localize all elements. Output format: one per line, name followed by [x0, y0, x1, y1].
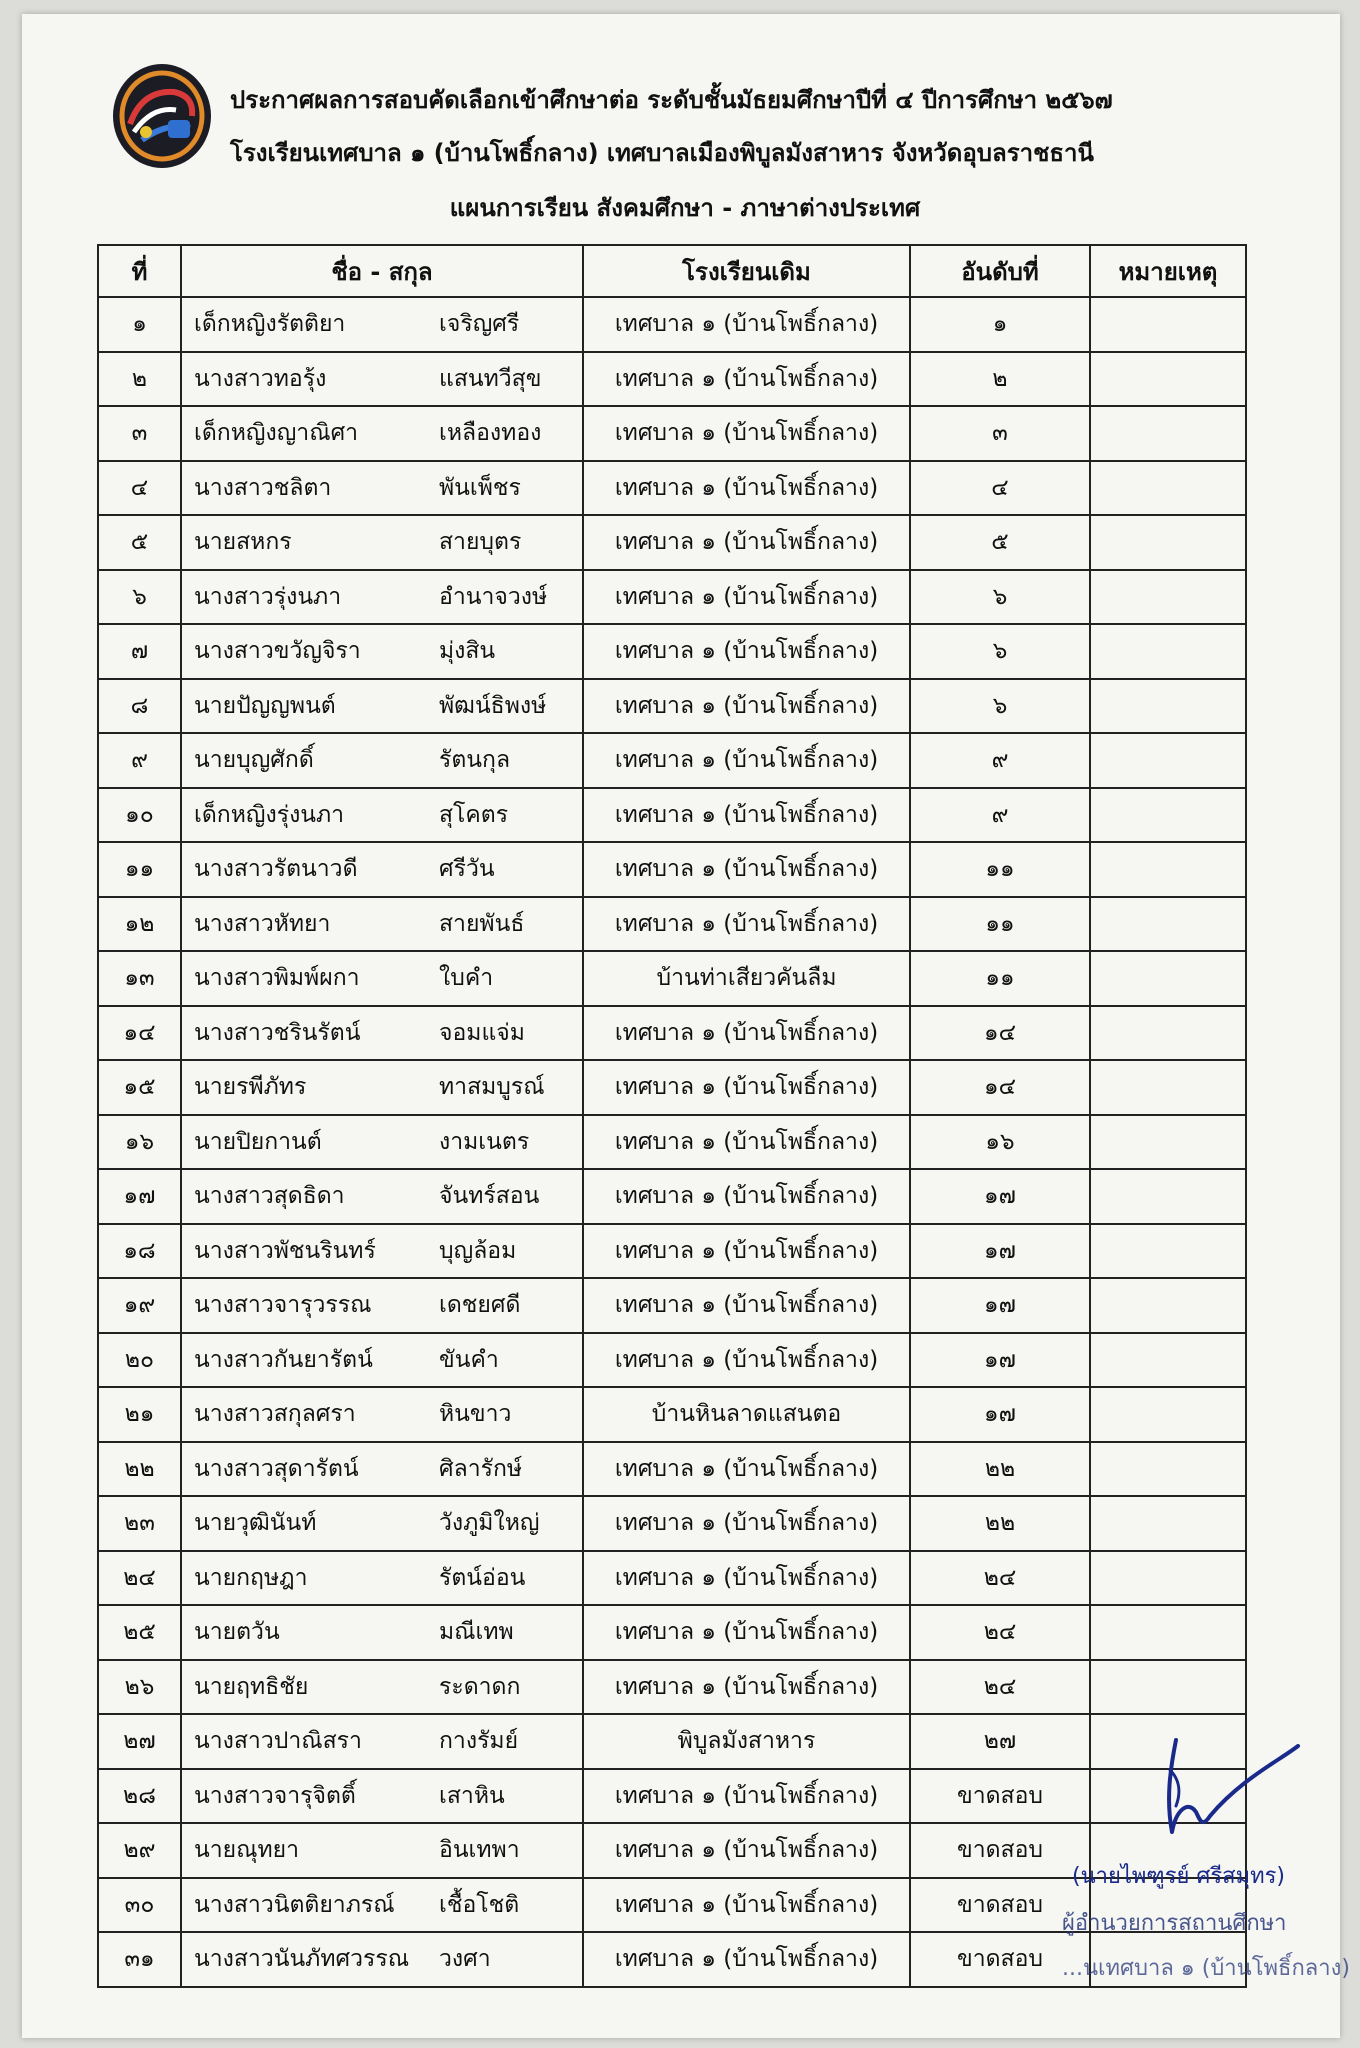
rank-cell: ๓	[910, 406, 1090, 461]
row-number: ๒๘	[98, 1769, 181, 1824]
previous-school: เทศบาล ๑ (บ้านโพธิ์กลาง)	[583, 352, 910, 407]
table-row	[98, 788, 1246, 843]
student-last-name: รัตน์อ่อน	[439, 1564, 526, 1591]
student-name-cell	[181, 1115, 583, 1170]
rank-cell: ขาดสอบ	[910, 1769, 1090, 1824]
student-name-cell	[181, 1496, 583, 1551]
rank-cell: ๑๗	[910, 1333, 1090, 1388]
study-plan: แผนการเรียน สังคมศึกษา - ภาษาต่างประเทศ	[449, 194, 921, 222]
table-row	[98, 570, 1246, 625]
student-last-name: วงศา	[439, 1946, 491, 1973]
previous-school: เทศบาล ๑ (บ้านโพธิ์กลาง)	[583, 515, 910, 570]
remark-cell	[1090, 570, 1246, 625]
student-last-name: เจริญศรี	[439, 311, 520, 338]
student-name-cell	[181, 788, 583, 843]
col-note-header: หมายเหตุ	[1090, 245, 1246, 297]
student-name-cell	[181, 1769, 583, 1824]
student-name-cell	[181, 1714, 583, 1769]
remark-cell	[1090, 297, 1246, 352]
student-first-name: นางสาวกันยารัตน์	[194, 1346, 373, 1373]
row-number: ๓๐	[98, 1878, 181, 1933]
signatory-name: (นายไพฑูรย์ ศรีสมุทร)	[1072, 1864, 1286, 1889]
student-first-name: นางสาวสุดธิดา	[194, 1183, 345, 1210]
row-number: ๒๙	[98, 1823, 181, 1878]
student-name-cell	[181, 1442, 583, 1497]
student-first-name: นางสาวจารุวรรณ	[194, 1292, 372, 1319]
previous-school: เทศบาล ๑ (บ้านโพธิ์กลาง)	[583, 1115, 910, 1170]
table-row	[98, 1169, 1246, 1224]
previous-school: เทศบาล ๑ (บ้านโพธิ์กลาง)	[583, 1932, 910, 1987]
rank-cell: ๒๒	[910, 1442, 1090, 1497]
rank-cell: ๒	[910, 352, 1090, 407]
student-first-name: เด็กหญิงรุ่งนภา	[194, 801, 345, 828]
row-number: ๒๑	[98, 1387, 181, 1442]
signatory-position: ผู้อำนวยการสถานศึกษา	[1062, 1911, 1287, 1936]
previous-school: เทศบาล ๑ (บ้านโพธิ์กลาง)	[583, 842, 910, 897]
student-first-name: นางสาวรัตนาวดี	[194, 856, 358, 883]
rank-cell: ๙	[910, 788, 1090, 843]
row-number: ๑๘	[98, 1224, 181, 1279]
previous-school: เทศบาล ๑ (บ้านโพธิ์กลาง)	[583, 297, 910, 352]
student-name-cell	[181, 1278, 583, 1333]
student-name-cell	[181, 1551, 583, 1606]
student-first-name: นายปัญญพนต์	[194, 692, 336, 719]
row-number: ๒๐	[98, 1333, 181, 1388]
row-number: ๒๔	[98, 1551, 181, 1606]
rank-cell: ๕	[910, 515, 1090, 570]
table-row	[98, 406, 1246, 461]
previous-school: เทศบาล ๑ (บ้านโพธิ์กลาง)	[583, 1769, 910, 1824]
table-row	[98, 1769, 1246, 1824]
table-row	[98, 297, 1246, 352]
student-name-cell	[181, 1006, 583, 1061]
rank-cell: ๖	[910, 570, 1090, 625]
student-last-name: บุญล้อม	[439, 1237, 517, 1264]
student-name-cell	[181, 842, 583, 897]
col-name-header: ชื่อ - สกุล	[181, 245, 583, 297]
signature-mark	[1130, 1720, 1330, 1870]
previous-school: เทศบาล ๑ (บ้านโพธิ์กลาง)	[583, 1823, 910, 1878]
student-name-cell	[181, 1878, 583, 1933]
student-last-name: เชื้อโชติ	[439, 1891, 520, 1918]
row-number: ๓๑	[98, 1932, 181, 1987]
student-first-name: นางสาวสุดารัตน์	[194, 1455, 359, 1482]
student-name-cell	[181, 1660, 583, 1715]
student-last-name: หินขาว	[439, 1401, 512, 1428]
table-row	[98, 1660, 1246, 1715]
student-first-name: นายรพีภัทร	[194, 1074, 307, 1101]
table-row	[98, 897, 1246, 952]
student-name-cell	[181, 1060, 583, 1115]
table-row	[98, 352, 1246, 407]
table-row	[98, 1442, 1246, 1497]
remark-cell	[1090, 624, 1246, 679]
row-number: ๒๓	[98, 1496, 181, 1551]
rank-cell: ๑๗	[910, 1278, 1090, 1333]
row-number: ๑๓	[98, 951, 181, 1006]
row-number: ๑๔	[98, 1006, 181, 1061]
student-first-name: นางสาวปาณิสรา	[194, 1728, 362, 1755]
rank-cell: ๑๗	[910, 1224, 1090, 1279]
table-row	[98, 951, 1246, 1006]
student-last-name: ขันคำ	[439, 1346, 499, 1373]
student-first-name: นายวุฒินันท์	[194, 1510, 317, 1537]
previous-school: เทศบาล ๑ (บ้านโพธิ์กลาง)	[583, 1442, 910, 1497]
student-first-name: นางสาวหัทยา	[194, 910, 331, 937]
remark-cell	[1090, 1224, 1246, 1279]
previous-school: เทศบาล ๑ (บ้านโพธิ์กลาง)	[583, 406, 910, 461]
student-last-name: มณีเทพ	[439, 1619, 514, 1646]
row-number: ๑	[98, 297, 181, 352]
student-last-name: อินเทพา	[439, 1837, 520, 1864]
student-last-name: จันทร์สอน	[439, 1183, 540, 1210]
student-last-name: ศิลารักษ์	[439, 1455, 523, 1482]
student-last-name: รัตนกุล	[439, 747, 511, 774]
student-name-cell	[181, 406, 583, 461]
row-number: ๒๗	[98, 1714, 181, 1769]
previous-school: เทศบาล ๑ (บ้านโพธิ์กลาง)	[583, 1333, 910, 1388]
rank-cell: ๒๔	[910, 1660, 1090, 1715]
remark-cell	[1090, 352, 1246, 407]
remark-cell	[1090, 733, 1246, 788]
row-number: ๑๒	[98, 897, 181, 952]
previous-school: พิบูลมังสาหาร	[583, 1714, 910, 1769]
rank-cell: ๑๑	[910, 951, 1090, 1006]
rank-cell: ๖	[910, 624, 1090, 679]
student-first-name: นางสาวสกุลศรา	[194, 1401, 356, 1428]
remark-cell	[1090, 897, 1246, 952]
row-number: ๙	[98, 733, 181, 788]
student-last-name: ใบคำ	[439, 965, 494, 992]
remark-cell	[1090, 1006, 1246, 1061]
student-first-name: นายณุทยา	[194, 1837, 300, 1864]
remark-cell	[1090, 1115, 1246, 1170]
table-row	[98, 1551, 1246, 1606]
student-last-name: มุ่งสิน	[439, 638, 496, 665]
col-rank-header: อันดับที่	[910, 245, 1090, 297]
row-number: ๑๑	[98, 842, 181, 897]
row-number: ๑๐	[98, 788, 181, 843]
student-first-name: นายปิยกานต์	[194, 1128, 322, 1155]
previous-school: เทศบาล ๑ (บ้านโพธิ์กลาง)	[583, 461, 910, 516]
student-name-cell	[181, 1605, 583, 1660]
rank-cell: ๑๑	[910, 897, 1090, 952]
rank-cell: ๑	[910, 297, 1090, 352]
row-number: ๖	[98, 570, 181, 625]
table-row	[98, 1060, 1246, 1115]
student-last-name: พัฒน์ธิพงษ์	[439, 692, 547, 719]
rank-cell: ๑๔	[910, 1006, 1090, 1061]
student-first-name: นางสาวนิตติยาภรณ์	[194, 1891, 395, 1918]
student-last-name: สายพันธ์	[439, 910, 525, 937]
student-first-name: นางสาวทอรุ้ง	[194, 365, 327, 392]
student-name-cell	[181, 1333, 583, 1388]
school-name: โรงเรียนเทศบาล ๑ (บ้านโพธิ์กลาง) เทศบาลเมืองพิบูลมังสาหาร จังหวัดอุบลราชธานี	[230, 139, 1094, 167]
student-first-name: นางสาวชลิตา	[194, 474, 332, 501]
table-row	[98, 515, 1246, 570]
student-name-cell	[181, 679, 583, 734]
previous-school: เทศบาล ๑ (บ้านโพธิ์กลาง)	[583, 1006, 910, 1061]
student-name-cell	[181, 624, 583, 679]
table-row	[98, 1387, 1246, 1442]
student-last-name: งามเนตร	[439, 1128, 530, 1155]
student-last-name: สายบุตร	[439, 529, 522, 556]
rank-cell: ขาดสอบ	[910, 1932, 1090, 1987]
student-first-name: นายสหกร	[194, 529, 292, 556]
rank-cell: ๑๗	[910, 1387, 1090, 1442]
rank-cell: ๖	[910, 679, 1090, 734]
previous-school: เทศบาล ๑ (บ้านโพธิ์กลาง)	[583, 733, 910, 788]
remark-cell	[1090, 1333, 1246, 1388]
row-number: ๒	[98, 352, 181, 407]
previous-school: เทศบาล ๑ (บ้านโพธิ์กลาง)	[583, 1278, 910, 1333]
previous-school: เทศบาล ๑ (บ้านโพธิ์กลาง)	[583, 897, 910, 952]
remark-cell	[1090, 1660, 1246, 1715]
results-table	[97, 244, 1247, 1988]
rank-cell: ๔	[910, 461, 1090, 516]
rank-cell: ๒๔	[910, 1551, 1090, 1606]
student-name-cell	[181, 1932, 583, 1987]
student-last-name: พันเพ็ชร	[439, 474, 521, 501]
previous-school: เทศบาล ๑ (บ้านโพธิ์กลาง)	[583, 570, 910, 625]
student-first-name: นายฤทธิชัย	[194, 1673, 309, 1700]
previous-school: เทศบาล ๑ (บ้านโพธิ์กลาง)	[583, 1605, 910, 1660]
student-first-name: นายตวัน	[194, 1619, 280, 1646]
student-first-name: นางสาวขวัญจิรา	[194, 638, 361, 665]
announcement-title: ประกาศผลการสอบคัดเลือกเข้าศึกษาต่อ ระดับชั้นมัธยมศึกษาปีที่ ๔ ปีการศึกษา ๒๕๖๗	[230, 86, 1113, 114]
row-number: ๕	[98, 515, 181, 570]
student-name-cell	[181, 352, 583, 407]
remark-cell	[1090, 788, 1246, 843]
table-row	[98, 1115, 1246, 1170]
student-last-name: ทาสมบูรณ์	[439, 1074, 545, 1101]
remark-cell	[1090, 406, 1246, 461]
previous-school: เทศบาล ๑ (บ้านโพธิ์กลาง)	[583, 1224, 910, 1279]
student-name-cell	[181, 897, 583, 952]
previous-school: เทศบาล ๑ (บ้านโพธิ์กลาง)	[583, 1878, 910, 1933]
row-number: ๓	[98, 406, 181, 461]
student-first-name: นายกฤษฎา	[194, 1564, 308, 1591]
table-row	[98, 679, 1246, 734]
student-last-name: เดชยศดี	[439, 1292, 521, 1319]
previous-school: บ้านท่าเสียวคันลืม	[583, 951, 910, 1006]
previous-school: เทศบาล ๑ (บ้านโพธิ์กลาง)	[583, 1551, 910, 1606]
student-last-name: ศรีวัน	[439, 856, 495, 883]
student-last-name: เหลืองทอง	[439, 420, 542, 447]
student-name-cell	[181, 570, 583, 625]
previous-school: เทศบาล ๑ (บ้านโพธิ์กลาง)	[583, 1496, 910, 1551]
student-first-name: นางสาวพิมพ์ผกา	[194, 965, 360, 992]
rank-cell: ๑๑	[910, 842, 1090, 897]
student-last-name: อำนาจวงษ์	[439, 583, 548, 610]
remark-cell	[1090, 1442, 1246, 1497]
student-first-name: เด็กหญิงญาณิศา	[194, 420, 359, 447]
table-row	[98, 1278, 1246, 1333]
row-number: ๑๗	[98, 1169, 181, 1224]
table-row	[98, 1605, 1246, 1660]
remark-cell	[1090, 461, 1246, 516]
table-row	[98, 733, 1246, 788]
student-name-cell	[181, 1387, 583, 1442]
row-number: ๒๖	[98, 1660, 181, 1715]
student-name-cell	[181, 297, 583, 352]
row-number: ๘	[98, 679, 181, 734]
previous-school: เทศบาล ๑ (บ้านโพธิ์กลาง)	[583, 679, 910, 734]
student-first-name: นางสาวจารุจิตติ์	[194, 1782, 356, 1809]
rank-cell: ๑๖	[910, 1115, 1090, 1170]
row-number: ๔	[98, 461, 181, 516]
previous-school: เทศบาล ๑ (บ้านโพธิ์กลาง)	[583, 1660, 910, 1715]
rank-cell: ขาดสอบ	[910, 1823, 1090, 1878]
student-last-name: สุโคตร	[439, 801, 509, 828]
student-first-name: นางสาวพัชนรินทร์	[194, 1237, 376, 1264]
rank-cell: ๙	[910, 733, 1090, 788]
student-first-name: นางสาวชรินรัตน์	[194, 1019, 361, 1046]
table-row	[98, 461, 1246, 516]
table-row	[98, 1714, 1246, 1769]
remark-cell	[1090, 679, 1246, 734]
student-last-name: วังภูมิใหญ่	[439, 1510, 540, 1537]
remark-cell	[1090, 1387, 1246, 1442]
table-header-row	[98, 245, 1246, 297]
remark-cell	[1090, 1551, 1246, 1606]
student-last-name: กางรัมย์	[439, 1728, 519, 1755]
student-first-name: นายบุญศักดิ์	[194, 747, 314, 774]
previous-school: บ้านหินลาดแสนตอ	[583, 1387, 910, 1442]
col-school-header: โรงเรียนเดิม	[583, 245, 910, 297]
rank-cell: ๑๔	[910, 1060, 1090, 1115]
rank-cell: ๒๗	[910, 1714, 1090, 1769]
table-row	[98, 1333, 1246, 1388]
student-last-name: เสาหิน	[439, 1782, 505, 1809]
remark-cell	[1090, 951, 1246, 1006]
student-name-cell	[181, 733, 583, 788]
student-name-cell	[181, 515, 583, 570]
previous-school: เทศบาล ๑ (บ้านโพธิ์กลาง)	[583, 788, 910, 843]
previous-school: เทศบาล ๑ (บ้านโพธิ์กลาง)	[583, 1169, 910, 1224]
row-number: ๒๕	[98, 1605, 181, 1660]
col-no-header: ที่	[98, 245, 181, 297]
rank-cell: ขาดสอบ	[910, 1878, 1090, 1933]
student-name-cell	[181, 461, 583, 516]
remark-cell	[1090, 515, 1246, 570]
remark-cell	[1090, 1605, 1246, 1660]
student-first-name: เด็กหญิงรัตติยา	[194, 311, 346, 338]
remark-cell	[1090, 1060, 1246, 1115]
row-number: ๒๒	[98, 1442, 181, 1497]
remark-cell	[1090, 1169, 1246, 1224]
table-row	[98, 1224, 1246, 1279]
table-row	[98, 1006, 1246, 1061]
rank-cell: ๒๔	[910, 1605, 1090, 1660]
student-first-name: นางสาวนันภัทศวรรณ	[194, 1946, 410, 1973]
school-logo	[112, 62, 212, 170]
rank-cell: ๑๗	[910, 1169, 1090, 1224]
row-number: ๑๖	[98, 1115, 181, 1170]
previous-school: เทศบาล ๑ (บ้านโพธิ์กลาง)	[583, 1060, 910, 1115]
student-name-cell	[181, 1169, 583, 1224]
table-row	[98, 624, 1246, 679]
student-last-name: แสนทวีสุข	[439, 365, 542, 392]
student-last-name: จอมแจ่ม	[439, 1019, 525, 1046]
remark-cell	[1090, 1496, 1246, 1551]
student-name-cell	[181, 1823, 583, 1878]
table-row	[98, 842, 1246, 897]
row-number: ๑๙	[98, 1278, 181, 1333]
row-number: ๗	[98, 624, 181, 679]
student-last-name: ระดาดก	[439, 1673, 521, 1700]
table-row	[98, 1496, 1246, 1551]
remark-cell	[1090, 842, 1246, 897]
signatory-organization: ...นเทศบาล ๑ (บ้านโพธิ์กลาง)	[1062, 1956, 1350, 1981]
rank-cell: ๒๒	[910, 1496, 1090, 1551]
remark-cell	[1090, 1278, 1246, 1333]
student-name-cell	[181, 1224, 583, 1279]
student-name-cell	[181, 951, 583, 1006]
row-number: ๑๕	[98, 1060, 181, 1115]
student-first-name: นางสาวรุ่งนภา	[194, 583, 342, 610]
previous-school: เทศบาล ๑ (บ้านโพธิ์กลาง)	[583, 624, 910, 679]
